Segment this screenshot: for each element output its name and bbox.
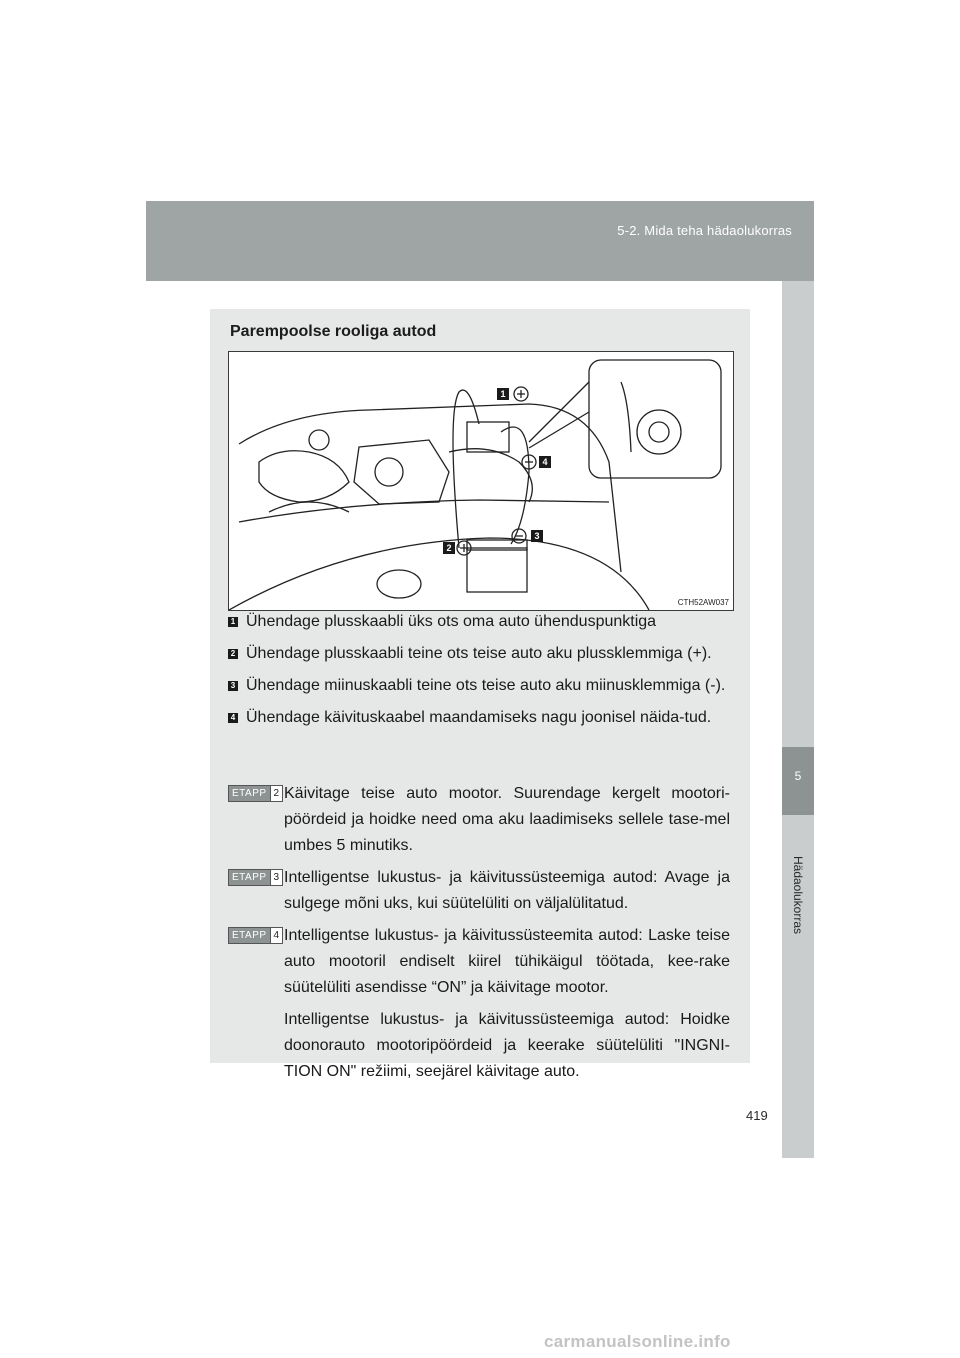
- content-box: [210, 309, 750, 1080]
- leader-line: [529, 382, 589, 442]
- chapter-tab[interactable]: [782, 747, 814, 815]
- inset-cable: [621, 382, 631, 452]
- step-number-badge: 1: [228, 617, 238, 627]
- etapp-badge: [228, 785, 283, 802]
- emblem: [377, 570, 421, 598]
- step-text: Ühendage käivituskaabel maandamiseks nagu joonisel näida-tud.: [246, 709, 712, 726]
- etapp-label: ETAPP: [229, 928, 270, 943]
- page-number: 419: [746, 1108, 768, 1123]
- step-text: Ühendage plusskaabli teine ots teise auto aku plussklemmiga (+).: [246, 645, 712, 662]
- etapp-item: [226, 781, 730, 859]
- reservoir-cap: [309, 430, 329, 450]
- etapp-number: 4: [270, 928, 283, 943]
- chapter-title: Hädaolukorras: [791, 855, 805, 935]
- step-number-badge: 4: [228, 713, 238, 723]
- etapp-label: ETAPP: [229, 870, 270, 885]
- engine-bay-drawing: [229, 352, 733, 610]
- engine-block: [354, 440, 449, 504]
- section-title: 5-2. Mida teha hädaolukorras: [617, 223, 792, 238]
- callout-badges: [443, 388, 551, 554]
- etapp-text: Käivitage teise auto mootor. Suurendage kergelt mootori-pöördeid ja hoidke need oma aku laadimiseks sellele tase-mel umbes 5 minutiks.: [284, 785, 730, 854]
- etapp-list: [226, 781, 730, 1091]
- box-heading: Parempoolse rooliga autod: [230, 323, 437, 340]
- etapp-item: [226, 923, 730, 1085]
- booster-battery: [467, 548, 527, 592]
- strut-mount-bolt: [649, 422, 669, 442]
- etapp-text: Intelligentse lukustus- ja käivitussüsteemita autod: Laske teise auto mootoril endiselt kiirel tühikäigul töötada, kee-rake süütelüliti asendisse “ON” ja käivitage mootor.: [284, 927, 730, 996]
- callout-num: 3: [534, 531, 540, 541]
- etapp-extra-text: Intelligentse lukustus- ja käivitussüsteemiga autod: Hoidke doonorauto mootoripöördeid ja keerake süütelüliti "INGNI-TION ON" režiimi, seejärel käivitage auto.: [284, 1011, 730, 1080]
- leader-line: [529, 412, 589, 448]
- vehicle-battery: [467, 422, 509, 452]
- side-tab-upper: [782, 281, 814, 747]
- etapp-text: Intelligentse lukustus- ja käivitussüsteemiga autod: Avage ja sulgege mõni uks, kui süütelüliti on väljalülitatud.: [284, 869, 730, 912]
- step-list: [226, 609, 730, 737]
- etapp-label: ETAPP: [229, 786, 270, 801]
- step-text: Ühendage miinuskaabli teine ots teise auto aku miinusklemmiga (-).: [246, 677, 726, 694]
- engine-cap: [375, 458, 403, 486]
- callout-num: 1: [500, 389, 506, 399]
- etapp-number: 2: [270, 786, 283, 801]
- chapter-title-vertical: [782, 815, 814, 975]
- engine-part-left: [259, 451, 349, 502]
- step-item: [226, 609, 730, 635]
- step-number-badge: 3: [228, 681, 238, 691]
- plus-cable: [453, 390, 479, 548]
- front-bumper: [229, 538, 649, 610]
- hose: [449, 449, 532, 502]
- step-item: [226, 705, 730, 731]
- pipe: [269, 502, 349, 512]
- etapp-number: 3: [270, 870, 283, 885]
- strut-mount: [637, 410, 681, 454]
- step-number-badge: 2: [228, 649, 238, 659]
- step-text: Ühendage plusskaabli üks ots oma auto ühenduspunktiga: [246, 613, 657, 630]
- minus-cable: [501, 427, 529, 544]
- etapp-item: [226, 865, 730, 917]
- chapter-number: 5: [794, 769, 802, 783]
- step-item: [226, 673, 730, 699]
- callout-num: 2: [446, 543, 452, 553]
- figure-code: CTH52AW037: [677, 598, 729, 607]
- step-item: [226, 641, 730, 667]
- etapp-badge: [228, 869, 283, 886]
- watermark[interactable]: carmanualsonline.info: [544, 1332, 731, 1351]
- header-band: [146, 201, 814, 281]
- etapp-badge: [228, 927, 283, 944]
- engine-bay-illustration: [228, 351, 734, 611]
- callout-num: 4: [542, 457, 548, 467]
